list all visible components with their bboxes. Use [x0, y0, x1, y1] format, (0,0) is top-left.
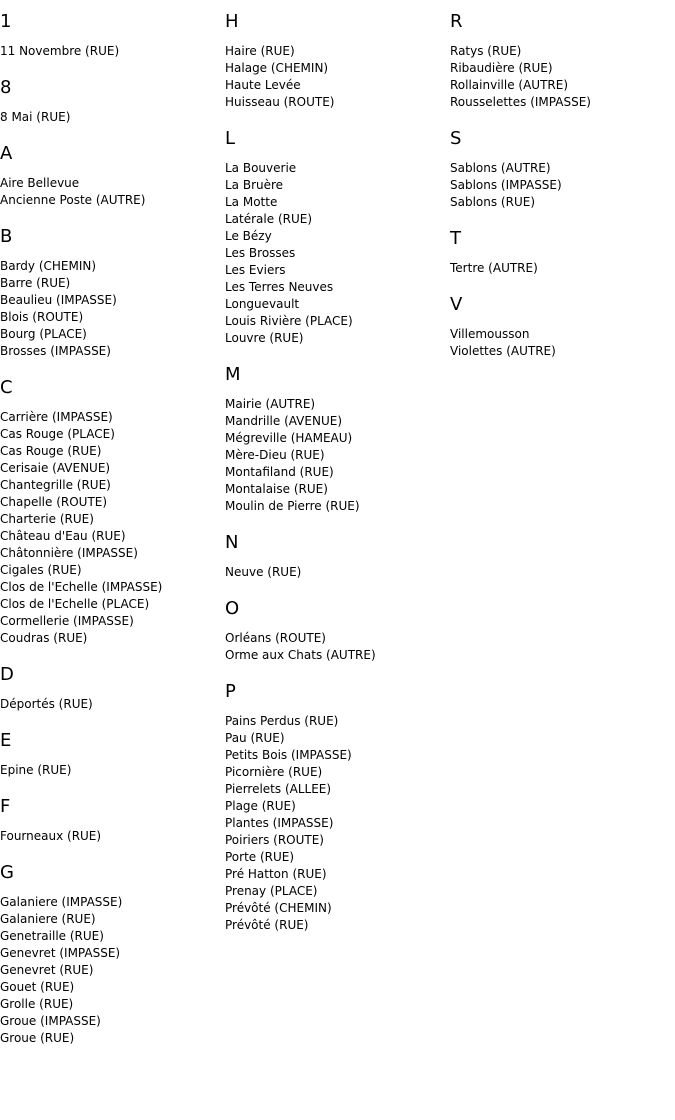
street-entry: Genetraille (RUE) [0, 929, 104, 943]
letter-heading: M [225, 364, 241, 385]
street-list [225, 564, 450, 581]
street-entry: Orléans (ROUTE) [225, 631, 326, 645]
street-entry: Longuevault [225, 297, 300, 311]
street-entry: Mégreville (HAMEAU) [225, 431, 353, 445]
street-entry: Chapelle (ROUTE) [0, 495, 108, 509]
street-entry: Ribaudière (RUE) [450, 61, 553, 75]
street-entry: Poiriers (ROUTE) [225, 833, 324, 847]
street-entry: Genevret (IMPASSE) [0, 946, 121, 960]
letter-heading: T [450, 228, 461, 249]
street-entry: Villemousson [450, 327, 530, 341]
letter-group [0, 226, 225, 360]
street-entry: Mandrille (AVENUE) [225, 414, 342, 428]
letter-heading: 1 [0, 11, 12, 32]
street-entry: Le Bézy [225, 229, 272, 243]
letter-group [0, 143, 225, 209]
street-entry: Cormellerie (IMPASSE) [0, 614, 134, 628]
street-entry: Châtonnière (IMPASSE) [0, 546, 138, 560]
street-list [450, 326, 675, 360]
street-entry: Louvre (RUE) [225, 331, 304, 345]
street-entry: Neuve (RUE) [225, 565, 302, 579]
street-entry: Pré Hatton (RUE) [225, 867, 327, 881]
letter-group [0, 796, 225, 845]
street-entry: La Bouverie [225, 161, 297, 175]
street-entry: 11 Novembre (RUE) [0, 44, 120, 58]
street-entry: Petits Bois (IMPASSE) [225, 748, 352, 762]
letter-group [0, 11, 225, 60]
street-entry: Sablons (IMPASSE) [450, 178, 562, 192]
street-list [225, 43, 450, 111]
letter-heading: S [450, 128, 462, 149]
street-entry: Pierrelets (ALLEE) [225, 782, 332, 796]
street-list [450, 260, 675, 277]
letter-heading: P [225, 681, 236, 702]
letter-group [225, 128, 450, 347]
street-list [0, 109, 225, 126]
letter-heading: V [450, 294, 463, 315]
street-list [0, 175, 225, 209]
street-entry: Grolle (RUE) [0, 997, 74, 1011]
street-entry: Aire Bellevue [0, 176, 80, 190]
street-entry: Charterie (RUE) [0, 512, 94, 526]
street-list [225, 396, 450, 515]
letter-heading: R [450, 11, 463, 32]
street-entry: 8 Mai (RUE) [0, 110, 71, 124]
street-entry: Cigales (RUE) [0, 563, 82, 577]
street-entry: Picornière (RUE) [225, 765, 323, 779]
street-entry: Latérale (RUE) [225, 212, 313, 226]
street-entry: Groue (IMPASSE) [0, 1014, 101, 1028]
street-entry: Mairie (AUTRE) [225, 397, 316, 411]
street-entry: Les Brosses [225, 246, 296, 260]
street-list [0, 828, 225, 845]
street-entry: Sablons (RUE) [450, 195, 536, 209]
street-entry: Beaulieu (IMPASSE) [0, 293, 117, 307]
street-list [0, 894, 225, 1047]
letter-heading: E [0, 730, 12, 751]
index-column-1 [0, 0, 225, 1064]
street-entry: Genevret (RUE) [0, 963, 94, 977]
street-entry: Prenay (PLACE) [225, 884, 318, 898]
street-list [0, 762, 225, 779]
street-entry: Les Eviers [225, 263, 286, 277]
street-entry: Prévôté (CHEMIN) [225, 901, 332, 915]
street-entry: Blois (ROUTE) [0, 310, 84, 324]
street-entry: Rousselettes (IMPASSE) [450, 95, 591, 109]
street-entry: Plage (RUE) [225, 799, 296, 813]
street-entry: Groue (RUE) [0, 1031, 75, 1045]
street-entry: Sablons (AUTRE) [450, 161, 551, 175]
street-entry: Fourneaux (RUE) [0, 829, 102, 843]
street-entry: Haire (RUE) [225, 44, 295, 58]
letter-heading: F [0, 796, 11, 817]
street-entry: Plantes (IMPASSE) [225, 816, 334, 830]
letter-heading: O [225, 598, 240, 619]
street-entry: Tertre (AUTRE) [450, 261, 538, 275]
street-entry: Château d'Eau (RUE) [0, 529, 126, 543]
street-list [0, 258, 225, 360]
street-entry: Porte (RUE) [225, 850, 295, 864]
street-entry: Chantegrille (RUE) [0, 478, 111, 492]
letter-group [0, 77, 225, 126]
street-entry: Déportés (RUE) [0, 697, 93, 711]
letter-group [0, 664, 225, 713]
street-entry: Ancienne Poste (AUTRE) [0, 193, 146, 207]
street-list [225, 630, 450, 664]
street-entry: Barre (RUE) [0, 276, 71, 290]
letter-group [0, 862, 225, 1047]
street-list [0, 696, 225, 713]
street-entry: Brosses (IMPASSE) [0, 344, 111, 358]
street-entry: Epine (RUE) [0, 763, 72, 777]
street-entry: Clos de l'Echelle (PLACE) [0, 597, 150, 611]
street-entry: Galaniere (IMPASSE) [0, 895, 123, 909]
letter-group [225, 681, 450, 934]
letter-heading: D [0, 664, 14, 685]
street-entry: Orme aux Chats (AUTRE) [225, 648, 376, 662]
letter-heading: G [0, 862, 14, 883]
street-entry: Montalaise (RUE) [225, 482, 328, 496]
street-entry: Haute Levée [225, 78, 301, 92]
letter-group [450, 128, 675, 211]
street-entry: Cas Rouge (RUE) [0, 444, 102, 458]
street-entry: Gouet (RUE) [0, 980, 75, 994]
street-entry: Bourg (PLACE) [0, 327, 87, 341]
street-list [450, 43, 675, 111]
street-entry: Montafiland (RUE) [225, 465, 334, 479]
letter-heading: L [225, 128, 236, 149]
letter-group [225, 598, 450, 664]
street-entry: Rollainville (AUTRE) [450, 78, 569, 92]
street-list [225, 160, 450, 347]
street-entry: Les Terres Neuves [225, 280, 334, 294]
street-entry: Moulin de Pierre (RUE) [225, 499, 360, 513]
street-entry: Ratys (RUE) [450, 44, 522, 58]
street-list [450, 160, 675, 211]
letter-heading: H [225, 11, 239, 32]
letter-heading: B [0, 226, 13, 247]
index-column-2 [225, 0, 450, 951]
street-entry: Cas Rouge (PLACE) [0, 427, 115, 441]
letter-heading: A [0, 143, 13, 164]
letter-group [450, 11, 675, 111]
street-entry: Halage (CHEMIN) [225, 61, 329, 75]
street-entry: La Bruère [225, 178, 284, 192]
letter-group [0, 730, 225, 779]
street-entry: Cerisaie (AVENUE) [0, 461, 111, 475]
street-list [0, 43, 225, 60]
street-entry: Clos de l'Echelle (IMPASSE) [0, 580, 163, 594]
letter-group [450, 228, 675, 277]
letter-heading: N [225, 532, 239, 553]
street-entry: Carrière (IMPASSE) [0, 410, 113, 424]
letter-group [0, 377, 225, 647]
street-entry: La Motte [225, 195, 278, 209]
street-list [225, 713, 450, 934]
letter-group [225, 364, 450, 515]
street-list [0, 409, 225, 647]
street-entry: Bardy (CHEMIN) [0, 259, 97, 273]
street-entry: Pains Perdus (RUE) [225, 714, 339, 728]
street-entry: Mère-Dieu (RUE) [225, 448, 325, 462]
street-entry: Pau (RUE) [225, 731, 285, 745]
street-entry: Violettes (AUTRE) [450, 344, 556, 358]
letter-group [225, 532, 450, 581]
letter-group [225, 11, 450, 111]
street-entry: Louis Rivière (PLACE) [225, 314, 353, 328]
letter-heading: C [0, 377, 13, 398]
letter-group [450, 294, 675, 360]
street-entry: Galaniere (RUE) [0, 912, 96, 926]
index-column-3 [450, 0, 675, 377]
street-entry: Prévôté (RUE) [225, 918, 309, 932]
letter-heading: 8 [0, 77, 12, 98]
street-entry: Coudras (RUE) [0, 631, 88, 645]
street-entry: Huisseau (ROUTE) [225, 95, 335, 109]
